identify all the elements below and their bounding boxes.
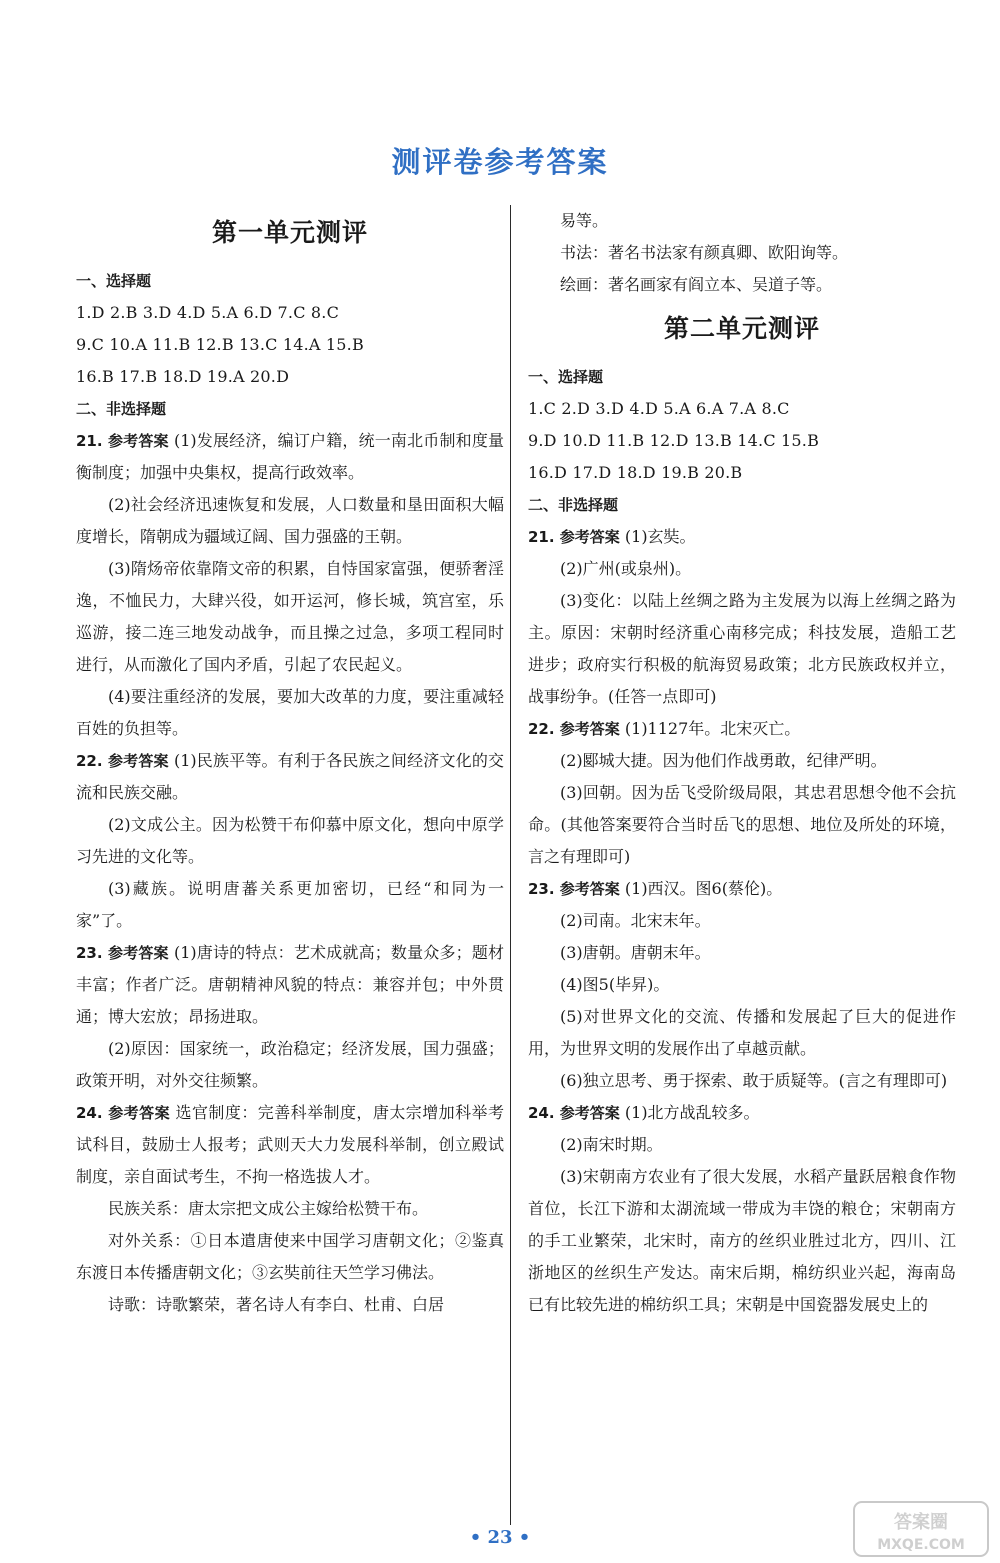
answer-text: (3)变化：以陆上丝绸之路为主发展为以海上丝绸之路为主。原因：宋朝时经济重心南移完成；科技发展，造船工艺进步；政府实行积极的航海贸易政策；北方民族政权并立，战事纷争。(任答一点即可) <box>528 591 956 706</box>
choice-answers-row: 16.D 17.D 18.D 19.B 20.B <box>528 463 743 482</box>
answer-lead: 24. 参考答案 <box>76 1104 171 1122</box>
answer-text: (3)宋朝南方农业有了很大发展，水稻产量跃居粮食作物首位，长江下游和太湖流域一带成为丰饶的粮仓；宋朝南方的手工业繁荣，北宋时，南方的丝织业胜过北方，四川、江浙地区的丝织生产发达。南宋后期，棉纺织业兴起，海南岛已有比较先进的棉纺织工具；宋朝是中国瓷器发展史上的 <box>528 1167 956 1314</box>
answer-21 <box>76 425 504 489</box>
right-column <box>528 205 956 1321</box>
answer-text: (2)南宋时期。 <box>560 1135 663 1154</box>
answer-21 <box>528 521 956 553</box>
answer-text: (1)唐诗的特点：艺术成就高；数量众多；题材丰富；作者广泛。唐朝精神风貌的特点：兼容并包；中外贯通；博大宏放；昂扬进取。 <box>76 943 504 1026</box>
left-column <box>76 205 504 1321</box>
answer-23 <box>528 873 956 905</box>
answer-text: (2)广州(或泉州)。 <box>560 559 692 578</box>
answer-text: (1)1127年。北宋灭亡。 <box>624 719 801 738</box>
continued-text: 书法：著名书法家有颜真卿、欧阳询等。 <box>560 243 849 262</box>
answer-lead: 23. 参考答案 <box>76 944 169 962</box>
answer-text: (2)原因：国家统一，政治稳定；经济发展，国力强盛；政策开明，对外交往频繁。 <box>76 1039 504 1090</box>
unit-title-2: 第二单元测评 <box>663 314 820 343</box>
choice-answers-row: 1.C 2.D 3.D 4.D 5.A 6.A 7.A 8.C <box>528 399 790 418</box>
answer-24 <box>528 1097 956 1129</box>
answer-text: (6)独立思考、勇于探索、敢于质疑等。(言之有理即可) <box>560 1071 948 1090</box>
answer-text: (2)文成公主。因为松赞干布仰慕中原文化，想向中原学习先进的文化等。 <box>76 815 504 866</box>
choice-answers-row: 16.B 17.B 18.D 19.A 20.D <box>76 367 290 386</box>
answer-lead: 24. 参考答案 <box>528 1104 620 1122</box>
choice-answers-row: 9.C 10.A 11.B 12.B 13.C 14.A 15.B <box>76 335 364 354</box>
answer-text: 对外关系：①日本遣唐使来中国学习唐朝文化；②鉴真东渡日本传播唐朝文化；③玄奘前往天竺学习佛法。 <box>76 1231 504 1282</box>
choice-answers-row: 9.D 10.D 11.B 12.D 13.B 14.C 15.B <box>528 431 820 450</box>
section-heading-nonchoice: 二、非选择题 <box>76 400 167 418</box>
answer-lead: 22. 参考答案 <box>528 720 620 738</box>
column-divider <box>510 205 511 1525</box>
answer-text: 选官制度：完善科举制度，唐太宗增加科举考试科目，鼓励士人报考；武则天大力发展科举制，创立殿试制度，亲自面试考生，不拘一格选拔人才。 <box>76 1103 504 1186</box>
answer-text: (1)西汉。图6(蔡伦)。 <box>624 879 783 898</box>
section-heading-nonchoice: 二、非选择题 <box>528 496 619 514</box>
answer-text: (3)藏族。说明唐蕃关系更加密切，已经“和同为一家”了。 <box>76 879 504 930</box>
svg-text:答案圈: 答案圈 <box>894 1512 948 1533</box>
continued-text: 绘画：著名画家有阎立本、吴道子等。 <box>560 275 833 294</box>
page-number: • 23 • <box>469 1527 531 1548</box>
section-heading-choice: 一、选择题 <box>76 272 152 290</box>
answer-text: (5)对世界文化的交流、传播和发展起了巨大的促进作用，为世界文明的发展作出了卓越贡献。 <box>528 1007 956 1058</box>
answer-text: (1)发展经济，编订户籍，统一南北币制和度量衡制度；加强中央集权，提高行政效率。 <box>76 431 504 482</box>
answer-text: (1)民族平等。有利于各民族之间经济文化的交流和民族交融。 <box>76 751 504 802</box>
answer-lead: 21. 参考答案 <box>528 528 620 546</box>
answer-text: 诗歌：诗歌繁荣，著名诗人有李白、杜甫、白居 <box>108 1295 445 1314</box>
answer-text: (3)隋炀帝依靠隋文帝的积累，自恃国家富强，便骄奢淫逸，不恤民力，大肆兴役，如开运河，修长城，筑宫室，乐巡游，接二连三地发动战争，而且操之过急，多项工程同时进行，从而激化了国内矛盾，引起了农民起义。 <box>76 559 504 674</box>
page-title: 测评卷参考答案 <box>391 145 609 179</box>
answer-text: (2)郾城大捷。因为他们作战勇敢，纪律严明。 <box>560 751 887 770</box>
answer-lead: 23. 参考答案 <box>528 880 620 898</box>
answer-22 <box>76 745 504 809</box>
answer-text: (3)回朝。因为岳飞受阶级局限，其忠君思想令他不会抗命。(其他答案要符合当时岳飞的思想、地位及所处的环境，言之有理即可) <box>528 783 956 866</box>
answer-22 <box>528 713 956 745</box>
answer-lead: 21. 参考答案 <box>76 432 169 450</box>
answer-text: (2)社会经济迅速恢复和发展，人口数量和垦田面积大幅度增长，隋朝成为疆域辽阔、国力强盛的王朝。 <box>76 495 504 546</box>
answer-23 <box>76 937 504 1033</box>
section-heading-choice: 一、选择题 <box>528 368 604 386</box>
continued-text: 易等。 <box>560 211 609 230</box>
answer-text: (4)要注重经济的发展，要加大改革的力度，要注重减轻百姓的负担等。 <box>76 687 504 738</box>
answer-text: (2)司南。北宋末年。 <box>560 911 711 930</box>
watermark-logo-icon <box>852 1500 990 1558</box>
choice-answers-row: 1.D 2.B 3.D 4.D 5.A 6.D 7.C 8.C <box>76 303 340 322</box>
unit-title-1: 第一单元测评 <box>211 218 368 247</box>
answer-text: 民族关系：唐太宗把文成公主嫁给松赞干布。 <box>108 1199 429 1218</box>
answer-text: (4)图5(毕昇)。 <box>560 975 670 994</box>
answer-24 <box>76 1097 504 1193</box>
answer-lead: 22. 参考答案 <box>76 752 169 770</box>
answer-text: (3)唐朝。唐朝末年。 <box>560 943 711 962</box>
svg-text:MXQE.COM: MXQE.COM <box>877 1537 965 1553</box>
answer-text: (1)玄奘。 <box>624 527 696 546</box>
answer-text: (1)北方战乱较多。 <box>624 1103 760 1122</box>
